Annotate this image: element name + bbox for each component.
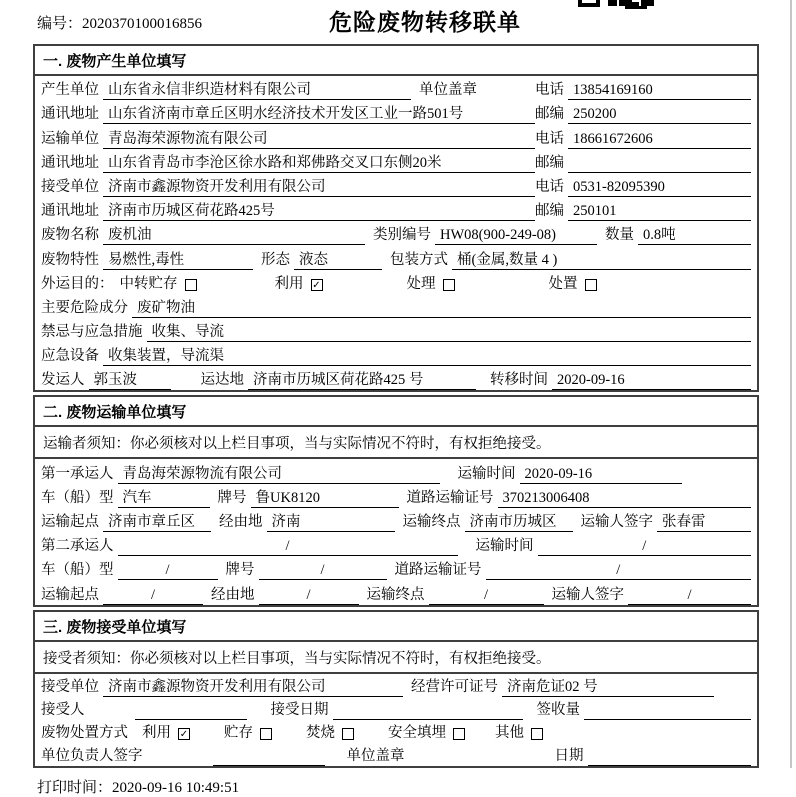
origin1-label: 运输起点 [41,514,99,530]
first-carrier-value: 青岛海荣源物流有限公司 [118,464,440,484]
main-hazard-value: 废矿物油 [132,298,751,318]
plate1-label: 牌号 [217,489,247,506]
main-hazard-label: 主要危险成分 [41,299,128,316]
row-vehicle-1 [35,484,757,508]
producer-phone-group [535,80,751,100]
date-value [588,746,752,766]
doc-number-label: 编号： [37,16,83,32]
first-carrier-label: 第一承运人 [41,465,114,482]
row-waste-character [35,245,757,269]
section-receiver [33,610,759,768]
disposal-utilize-label: 利用 [142,724,171,741]
row-shipper [35,366,757,390]
quantity-value: 0.8吨 [638,225,751,245]
transport-address-label: 通讯地址 [41,154,99,171]
row-receiver-unit [35,173,757,197]
manifest-document [33,0,759,797]
form-label: 形态 [261,251,290,268]
receiver-notice: 接受者须知：你必须核对以上栏目事项，当与实际情况不符时，有权拒绝接受。 [35,642,757,674]
producer-phone-label: 电话 [535,82,564,99]
purpose-option-dispose [549,274,597,294]
row-disposal-method [35,720,757,743]
disposal-option-utilize [142,723,190,743]
purpose-option-utilize [275,274,323,294]
unit-seal-label: 单位盖章 [419,82,477,99]
vehicle-type1-value: 汽车 [118,488,210,508]
origin2-label: 运输起点 [41,586,99,603]
purpose-treat-label: 处理 [406,275,436,292]
row-second-carrier [35,532,757,556]
disposal-option-incinerate [306,723,354,743]
acceptor-label: 接受人 [41,701,85,718]
producer-phone-value: 13854169160 [568,80,751,100]
waste-character-label: 废物特性 [41,251,99,268]
row-waste-name [35,221,757,245]
row-emergency-equipment [35,342,757,366]
checkbox-transfer-storage [185,279,197,291]
purpose-option-transfer-storage [120,274,197,294]
via2-value: / [259,585,359,605]
license-label: 经营许可证号 [411,678,498,695]
waste-name-value: 废机油 [103,225,365,245]
waste-name-label: 废物名称 [41,227,99,244]
row-first-carrier [35,459,757,483]
doc-number-value: 2020370100016856 [82,16,203,32]
transporter-sign1-value: 张春雷 [657,512,751,532]
row-transport-address [35,149,757,173]
receiver-phone-label: 电话 [535,178,564,195]
receiver-address-value: 济南市历城区荷花路425号 [103,201,535,221]
section-receiver-title: 三. 废物接受单位填写 [35,612,757,642]
accept-date-label: 接受日期 [270,701,329,718]
checkbox-utilize: ✓ [312,279,321,291]
producer-zip-label: 邮编 [535,106,564,123]
producer-zip-value: 250200 [568,104,751,124]
receiver-unit-label: 接受单位 [41,178,99,195]
responsible-sign-value [213,746,325,766]
transporter-notice: 运输者须知：你必须核对以上栏目事项，当与实际情况不符时，有权拒绝接受。 [35,427,757,459]
transport-time2-value: / [538,536,752,556]
transfer-time-label: 转移时间 [490,372,548,389]
transport-zip-label: 邮编 [535,154,564,171]
accept-unit-value: 济南市鑫源物资开发利用有限公司 [103,677,403,697]
transport-zip-group [535,153,751,173]
checkbox-dispose [585,279,597,291]
signed-quantity-value [584,700,751,720]
date-label: 日期 [554,747,584,764]
receiver-zip-value: 250101 [568,201,751,221]
receiver-phone-value: 0531-82095390 [568,177,751,197]
origin2-value: / [103,585,203,605]
transfer-time-value: 2020-09-16 [552,370,751,390]
category-code-value: HW08(900-249-08) [435,225,597,245]
transporter-sign1-label: 运输人签字 [580,514,653,530]
section-transport [33,395,759,606]
waste-character-value: 易燃性,毒性 [103,250,253,270]
shipper-label: 发运人 [41,372,85,389]
dest2-value: / [429,585,544,605]
disposal-option-store [224,723,272,743]
disposal-landfill-label: 安全填埋 [388,724,446,741]
transport-phone-label: 电话 [535,130,564,147]
transporter-sign2-value: / [628,585,751,605]
disposal-store-label: 贮存 [224,724,253,741]
second-carrier-value: / [118,536,458,556]
transport-phone-value: 18661672606 [568,129,751,149]
transport-time1-label: 运输时间 [457,465,516,482]
checkbox-disposal-store [260,728,272,740]
form-value: 液态 [294,250,382,270]
responsible-sign-label: 单位负责人签字 [41,747,143,764]
second-carrier-label: 第二承运人 [41,538,114,555]
row-transport-unit [35,124,757,148]
print-time [33,771,759,797]
road-permit2-label: 道路运输证号 [394,562,482,579]
row-accept-unit [35,674,757,697]
receiver-unit-value: 济南市鑫源物资开发利用有限公司 [103,177,535,197]
via1-label: 经由地 [219,514,263,530]
disposal-option-landfill [388,723,465,743]
row-route-1 [35,508,757,532]
destination-value: 济南市历城区荷花路425 号 [248,370,476,390]
receiver-zip-group [535,201,751,221]
transport-zip-value [568,153,751,173]
page-title: 危险废物转移联单 [329,9,521,35]
page-edge-line [790,0,792,768]
checkbox-disposal-landfill [453,728,465,740]
print-time-label: 打印时间： [37,779,113,796]
transport-phone-group [535,129,751,149]
row-transfer-purpose [35,270,757,294]
dest2-label: 运输终点 [366,586,425,603]
receiver-phone-group [535,177,751,197]
plate1-value: 鲁UK8120 [251,488,399,508]
producer-address-value: 山东省济南市章丘区明水经济技术开发区工业一路501号 [103,104,535,124]
row-acceptor [35,697,757,720]
transport-unit-label: 运输单位 [41,130,99,147]
plate2-value: / [259,560,387,580]
emergency-measures-value: 收集、导流 [147,322,752,342]
receiver-zip-label: 邮编 [535,203,564,220]
section-producer [33,44,759,392]
purpose-option-treat [407,274,455,294]
receiver-address-label: 通讯地址 [41,203,99,220]
license-value: 济南危证02 号 [502,677,714,697]
via2-label: 经由地 [211,586,255,603]
producer-zip-group [535,104,751,124]
road-permit2-value: / [486,560,752,580]
quantity-label: 数量 [605,227,634,244]
checkbox-treat [443,279,455,291]
row-producer-address [35,100,757,124]
packing-value: 桶(金属,数量 4 ) [452,250,751,270]
emergency-measures-label: 禁忌与应急措施 [41,324,143,341]
producer-unit-value: 山东省永信非织造材料有限公司 [103,80,411,100]
checkbox-disposal-other [531,728,543,740]
emergency-equipment-value: 收集装置，导流渠 [103,346,751,366]
checkbox-disposal-incinerate [342,728,354,740]
vehicle-type2-value: / [118,560,218,580]
checkbox-disposal-utilize: ✓ [179,728,189,740]
document-header [33,0,759,44]
packing-label: 包装方式 [390,251,448,268]
plate2-label: 牌号 [225,562,255,579]
disposal-other-label: 其他 [495,724,524,741]
via1-value: 济南 [267,512,395,532]
producer-address-label: 通讯地址 [41,106,99,123]
vehicle-type1-label: 车（船）型 [41,489,114,506]
row-main-hazard [35,294,757,318]
doc-number [37,12,202,33]
transport-unit-value: 青岛海荣源物流有限公司 [103,129,535,149]
origin1-value: 济南市章丘区 [103,512,211,532]
transport-time1-value: 2020-09-16 [520,464,682,484]
transport-address-value: 山东省青岛市李沧区徐水路和郑佛路交叉口东侧20米 [103,153,535,173]
transporter-sign2-label: 运输人签字 [551,586,624,603]
accept-unit-label: 接受单位 [41,678,99,695]
shipper-value: 郭玉波 [89,370,171,390]
row-route-2 [35,580,757,604]
signed-quantity-label: 签收量 [536,701,580,718]
producer-unit-label: 产生单位 [41,82,99,99]
accept-date-value [333,700,523,720]
acceptor-value [135,700,247,720]
section-producer-title: 一. 废物产生单位填写 [35,46,757,76]
dest1-value: 济南市历城区 [465,512,573,532]
disposal-method-label: 废物处置方式 [41,724,128,741]
road-permit1-label: 道路运输证号 [406,489,494,506]
transfer-purpose-label: 外运目的： [41,275,114,292]
destination-label: 运达地 [200,372,244,389]
row-emergency-measures [35,318,757,342]
purpose-dispose-label: 处置 [548,275,578,292]
row-vehicle-2 [35,556,757,580]
emergency-equipment-label: 应急设备 [41,348,99,365]
row-producer-unit [35,76,757,100]
purpose-transfer-storage-label: 中转贮存 [119,275,178,292]
section-transport-title: 二. 废物运输单位填写 [35,397,757,427]
print-time-value: 2020-09-16 10:49:51 [112,779,240,796]
purpose-utilize-label: 利用 [274,275,304,292]
road-permit1-value: 370213006408 [498,488,752,508]
disposal-option-other [495,723,543,743]
transport-time2-label: 运输时间 [475,538,534,555]
vehicle-type2-label: 车（船）型 [41,562,114,579]
disposal-incinerate-label: 焚烧 [306,724,335,741]
category-code-label: 类别编号 [373,227,431,244]
dest1-label: 运输终点 [402,514,461,530]
unit-seal2-label: 单位盖章 [346,747,405,764]
row-responsible-sign [35,743,757,766]
row-receiver-address [35,197,757,221]
